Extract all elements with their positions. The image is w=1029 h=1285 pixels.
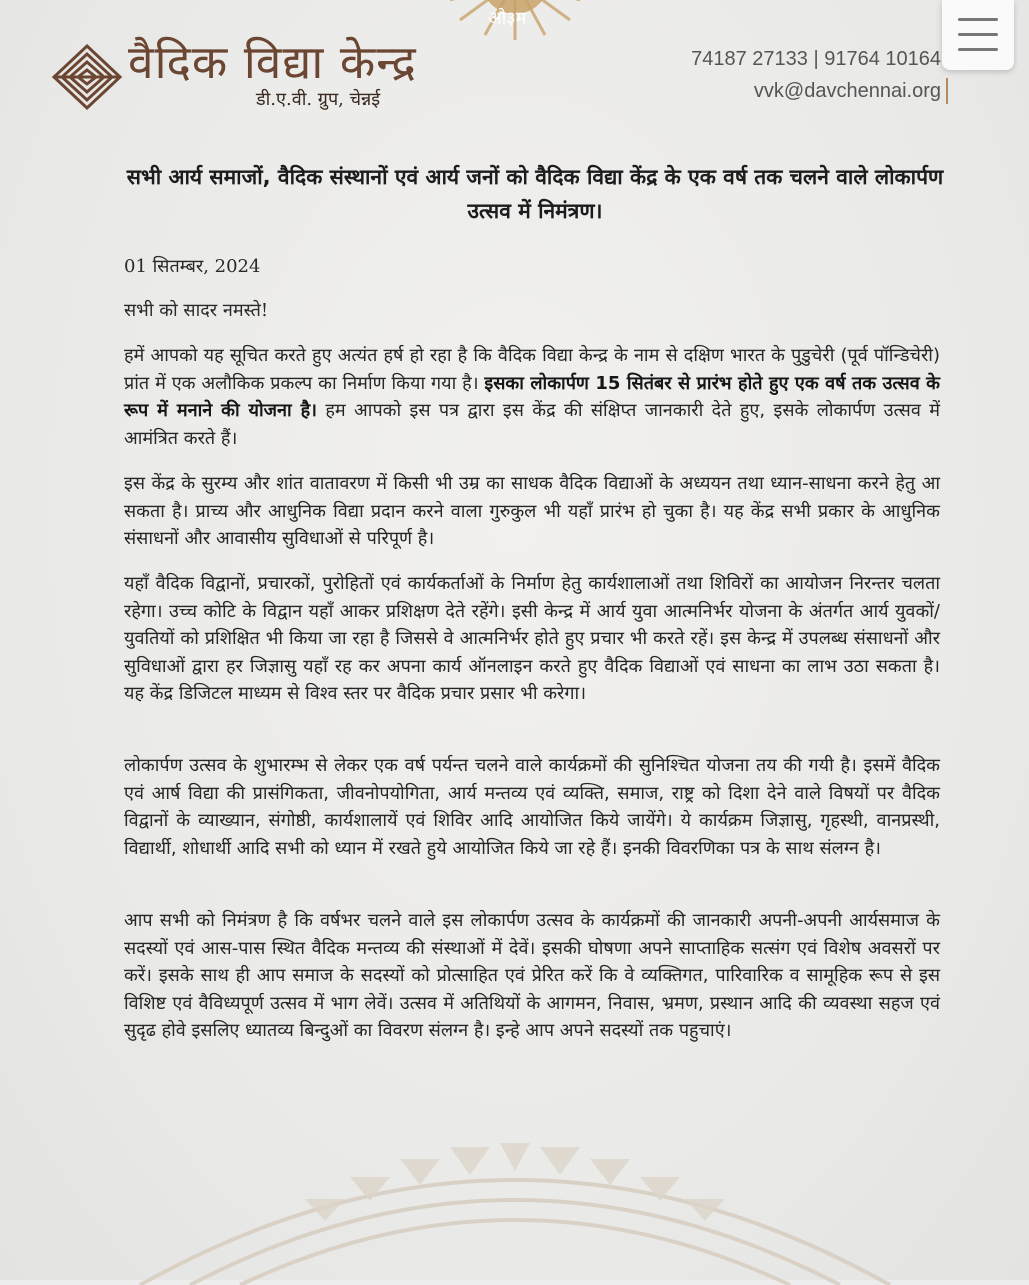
paragraph-1 — [124, 342, 940, 452]
hamburger-line — [958, 48, 998, 51]
hamburger-line — [958, 33, 998, 36]
hamburger-menu-icon — [958, 18, 998, 21]
logo-emblem-icon — [50, 42, 124, 112]
paragraph-5: आप सभी को निमंत्रण है कि वर्षभर चलने वाले इस लोकार्पण उत्सव के कार्यक्रमों की जानकारी अपनी-अपनी आर्यसमाज के सदस्यों एवं आस-पास स्थित वैदिक मन्तव्य की संस्थाओं में देवें। इसकी घोषणा अपने साप्ताहिक सत्संग एवं विशेष अवसरों पर करें। इसके साथ ही आप समाज के सदस्यों को प्रोत्साहित एवं प्रेरित करें कि वे व्यक्तिगत, पारिवारिक व सामूहिक रूप से इस विशिष्ट एवं वैविध्यपूर्ण उत्सव में भाग लेवें। उत्सव में अतिथियों के आगमन, निवास, भ्रमण, प्रस्थान आदि की व्यवस्था सहज एवं सुदृढ होवे इसलिए ध्यातव्य बिन्दुओं का विवरण संलग्न है। इन्हे आप अपने सदस्यों तक पहुचाएं। — [124, 910, 940, 1041]
paragraph-1-start: हमें आपको यह सूचित करते हुए अत्यंत हर्ष हो रहा है कि वैदिक विद्या केन्द्र के नाम से दक्षिण भारत के पुडुचेरी (पूर्व पॉन्डिचेरी) प्रांत में एक अलौकिक प्रकल्प का निर्माण किया गया है। — [124, 345, 940, 394]
bottom-mandala-ornament-icon — [120, 1135, 910, 1285]
logo-subtitle: डी.ए.वी. ग्रुप, चेन्नई — [256, 89, 381, 110]
letter-heading: सभी आर्य समाजों, वैदिक संस्थानों एवं आर्य जनों को वैदिक विद्या केंद्र के एक वर्ष तक चलने वाले लोकार्पण उत्सव में निमंत्रण। — [126, 165, 944, 223]
letter-date: 01 सितम्बर, 2024 — [124, 256, 261, 277]
letter-greeting: सभी को सादर नमस्ते! — [124, 300, 269, 321]
paragraph-1-highlight: इसका लोकार्पण 15 सितंबर से प्रारंभ होते हुए एक वर्ष तक उत्सव के रूप में मनाने की योजना है। — [124, 372, 940, 421]
contact-email[interactable]: vvk@davchennai.org — [753, 80, 941, 102]
logo-title: वैदिक विद्या केन्द्र — [128, 35, 417, 89]
paragraph-2: इस केंद्र के सुरम्य और शांत वातावरण में किसी भी उम्र का साधक वैदिक विद्याओं के अध्ययन तथा ध्यान-साधना करने हेतु आ सकता है। प्राच्य और आधुनिक विद्या प्रदान करने वाला गुरुकुल भी यहाँ प्रारंभ हो चुका है। यह केंद्र सभी प्रकार के आधुनिक संसाधनों और आवासीय सुविधाओं से परिपूर्ण है। — [124, 473, 940, 549]
paragraph-4: लोकार्पण उत्सव के शुभारम्भ से लेकर एक वर्ष पर्यन्त चलने वाले कार्यक्रमों की सुनिश्चित योजना तय की गयी है। इसमें वैदिक एवं आर्ष विद्या की प्रासंगिकता, जीवनोपयोगिता, आर्य मन्तव्य एवं व्यक्ति, समाज, राष्ट्र को दिशा देने वाले विषयों पर वैदिक विद्वानों के व्याख्यान, संगोष्ठी, कार्यशालायें एवं शिविर आदि आयोजित किये जायेंगे। ये कार्यक्रम जिज्ञासु, गृहस्थी, वानप्रस्थी, विद्यार्थी, शोधार्थी आदि सभी को ध्यान में रखते हुये आयोजित किये जा रहे हैं। इनकी विवरणिका पत्र के साथ संलग्न है। — [124, 755, 940, 859]
contact-phone[interactable]: 74187 27133 | 91764 10164 — [691, 48, 941, 70]
menu-button[interactable] — [942, 0, 1014, 70]
paragraph-1-end: हम आपको इस पत्र द्वारा इस केंद्र की संक्षिप्त जानकारी देते हुए, इसके लोकार्पण उत्सव में आमंत्रित करते हैं। — [124, 400, 940, 449]
paragraph-3: यहाँ वैदिक विद्वानों, प्रचारकों, पुरोहितों एवं कार्यकर्ताओं के निर्माण हेतु कार्यशालाओं तथा शिविरों का आयोजन निरन्तर चलता रहेगा। उच्च कोटि के विद्वान यहाँ आकर प्रशिक्षण देते रहेंगे। इसी केन्द्र में आर्य युवा आत्मनिर्भर योजना के अंतर्गत आर्य युवकों/ युवतियों को प्रशिक्षित भी किया जा रहा है जिससे वे आत्मनिर्भर होते हुए प्रचार भी करते रहें। इस केन्द्र में उपलब्ध संसाधनों और सुविधाओं द्वारा हर जिज्ञासु यहाँ रह कर अपना कार्य ऑनलाइन करते हुए वैदिक विद्याओं एवं साधना का लाभ उठा सकता है। यह केंद्र डिजिटल माध्यम से विश्व स्तर पर वैदिक प्रचार प्रसार भी करेगा। — [124, 573, 940, 704]
contact-divider — [946, 78, 948, 104]
om-symbol: ओ३म — [488, 8, 527, 29]
